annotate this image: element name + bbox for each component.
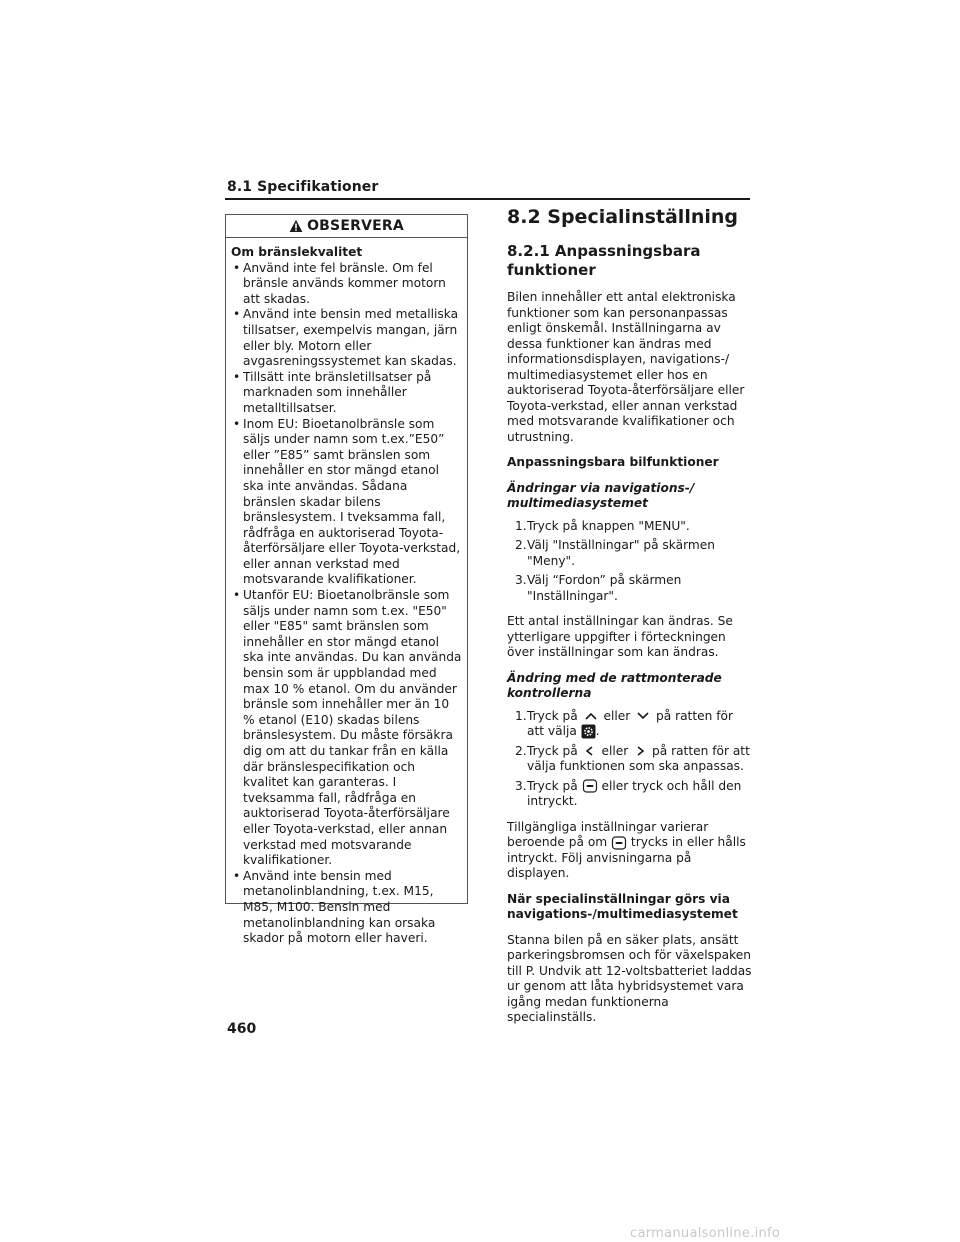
- list-item: 1. Tryck på eller på ratten för att välja .: [515, 708, 733, 738]
- special-heading: När specialinställningar görs via navigations-/multimediasystemet: [507, 891, 738, 921]
- main-content: [507, 206, 752, 1036]
- notice-header: [226, 215, 467, 238]
- notice-list: [231, 261, 463, 947]
- page-number: 460: [227, 1021, 257, 1037]
- notice-box: [225, 214, 468, 946]
- list-item: 2. Välj "Inställningar" på skärmen "Meny".: [515, 538, 715, 568]
- notice-subtitle: Om bränslekvalitet: [231, 245, 363, 259]
- chevron-up-icon: [582, 710, 600, 722]
- chevron-down-icon: [634, 710, 652, 722]
- ok-button-icon: [611, 836, 627, 850]
- list-item: • Använd inte bensin med metanolinblandning, t.ex. M15, M85, M100. Bensin med metanolinblandning kan orsaka skador på motorn eller haveri.: [231, 869, 463, 947]
- special-text: Stanna bilen på en säker plats, ansätt parkeringsbromsen och för växelspaken till P. Undvik att 12-voltsbatteriet laddas ur genom att låta hybridsystemet vara igång medan funktionerna specialinställs.: [507, 932, 752, 1024]
- list-item: 2. Tryck på eller på ratten för att välja funktionen som ska anpassas.: [515, 743, 750, 773]
- notice-label: OBSERVERA: [307, 218, 404, 234]
- settings-gear-icon: [581, 724, 596, 739]
- header-divider: [225, 198, 750, 200]
- list-item: 3. Tryck på eller tryck och håll den intryckt.: [515, 778, 742, 808]
- chevron-right-icon: [632, 745, 648, 757]
- page-title: 8.2 Specialinställning: [507, 206, 738, 228]
- list-item: • Utanför EU: Bioetanolbränsle som säljs under namn som t.ex. "E50" eller "E85" samt bränslen som innehåller en stor mängd etanol ska inte användas. Du kan använda bensin som är uppblandad med max 10 % etanol. Om du använder bränsle som innehåller mer än 10 % etanol (E10) skadas bilens bränslesystem. Du måste försäkra dig om att du tankar från en källa där bränslespecifikation och kvalitet kan garanteras. I tveksamma fall, rådfråga en auktoriserad Toyota-återförsäljare eller Toyota-verkstad, eller annan verkstad med motsvarande kvalifikationer.: [231, 588, 463, 869]
- list-item: • Använd inte bensin med metalliska tillsatser, exempelvis mangan, järn eller bly. Motorn eller avgasreningssystemet kan skadas.: [231, 307, 463, 369]
- list-item: • Tillsätt inte bränsletillsatser på marknaden som innehåller metalltillsatser.: [231, 370, 463, 417]
- nav-note: Ett antal inställningar kan ändras. Se ytterligare uppgifter i förteckningen över inställningar som kan ändras.: [507, 614, 733, 659]
- watermark: carmanualsonline.info: [630, 1226, 781, 1241]
- ok-button-icon: [582, 779, 598, 793]
- list-item: • Använd inte fel bränsle. Om fel bränsle används kommer motorn att skadas.: [231, 261, 463, 308]
- wheel-heading: Ändring med de rattmonterade kontrollerna: [507, 670, 722, 700]
- nav-steps: [507, 519, 752, 605]
- intro-paragraph: Bilen innehåller ett antal elektroniska funktioner som kan personanpassas enligt önskemål. Inställningarna av dessa funktioner kan ändras med informationsdisplayen, navigations-/ multimediasystemet eller hos en auktoriserad Toyota-återförsäljare eller Toyota-verkstad, eller annan verkstad med motsvarande kvalifikationer och utrustning.: [507, 290, 745, 444]
- list-item: • Inom EU: Bioetanolbränsle som säljs under namn som t.ex.”E50” eller ”E85” samt bränslen som innehåller en stor mängd etanol ska inte användas. Sådana bränslen skadar bilens bränslesystem. I tveksamma fall, rådfråga en auktoriserad Toyota-återförsäljare eller Toyota-verkstad, eller annan verkstad med motsvarande kvalifikationer.: [231, 417, 463, 589]
- warning-icon: [289, 219, 303, 233]
- list-item: 3. Välj “Fordon” på skärmen "Inställningar".: [515, 573, 682, 603]
- subsection-title: 8.2.1 Anpassningsbara funktioner: [507, 242, 701, 279]
- list-item: 1. Tryck på knappen "MENU".: [515, 518, 690, 533]
- section-header: 8.1 Specifikationer: [227, 179, 379, 195]
- chevron-left-icon: [582, 745, 598, 757]
- section-heading: Anpassningsbara bilfunktioner: [507, 455, 719, 469]
- nav-heading: Ändringar via navigations-/ multimediasystemet: [507, 480, 695, 510]
- wheel-steps: [507, 709, 752, 810]
- wheel-note: Tillgängliga inställningar varierar beroende på om trycks in eller hålls intryckt. Följ anvisningarna på displayen.: [507, 819, 746, 880]
